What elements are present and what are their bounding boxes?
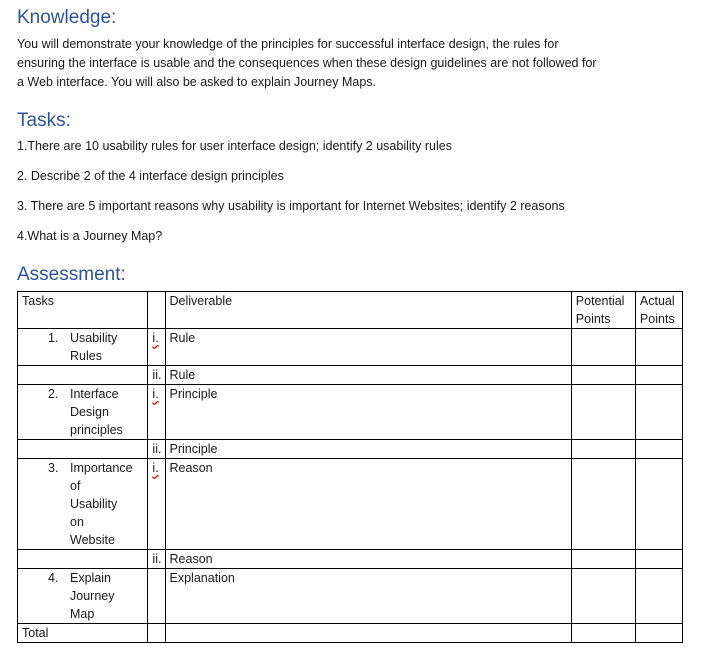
knowledge-line: a Web interface. You will also be asked to explain Journey Maps. xyxy=(17,75,377,89)
task-item-2: 2. Describe 2 of the 4 interface design principles xyxy=(17,169,284,183)
task-item-4: 4.What is a Journey Map? xyxy=(17,229,163,243)
task-cell: 4. Explain Journey Map xyxy=(18,569,148,624)
deliverable-cell[interactable]: Principle xyxy=(165,385,571,440)
actual-points-cell[interactable] xyxy=(635,366,682,385)
table-row xyxy=(18,440,683,459)
table-row xyxy=(18,459,683,550)
task-cell: 1. Usability Rules xyxy=(18,329,148,366)
task-cell xyxy=(18,550,148,569)
potential-points-cell[interactable] xyxy=(571,550,635,569)
task-cell xyxy=(18,440,148,459)
potential-points-cell[interactable] xyxy=(571,329,635,366)
total-label: Total xyxy=(18,624,148,643)
potential-points-cell[interactable] xyxy=(571,366,635,385)
knowledge-paragraph xyxy=(17,35,657,92)
actual-points-cell[interactable] xyxy=(635,385,682,440)
total-blank xyxy=(148,624,165,643)
deliverable-cell[interactable]: Rule xyxy=(165,329,571,366)
table-row xyxy=(18,550,683,569)
header-deliverable: Deliverable xyxy=(165,292,571,329)
knowledge-heading: Knowledge: xyxy=(17,7,117,28)
table-row xyxy=(18,329,683,366)
total-row xyxy=(18,624,683,643)
task-item-1: 1.There are 10 usability rules for user interface design; identify 2 usability rules xyxy=(17,139,452,153)
potential-points-cell[interactable] xyxy=(571,569,635,624)
table-row xyxy=(18,366,683,385)
sub-index-cell: ii. xyxy=(148,550,165,569)
potential-points-cell[interactable] xyxy=(571,459,635,550)
task-cell: 2. Interface Design principles xyxy=(18,385,148,440)
sub-index-cell: i. xyxy=(148,385,165,440)
deliverable-cell[interactable]: Reason xyxy=(165,459,571,550)
knowledge-line: You will demonstrate your knowledge of the principles for successful interface design, the rules for xyxy=(17,37,559,51)
actual-points-cell[interactable] xyxy=(635,569,682,624)
header-potential-points: Potential Points xyxy=(571,292,635,329)
header-actual-points: Actual Points xyxy=(635,292,682,329)
table-row xyxy=(18,385,683,440)
table-row xyxy=(18,569,683,624)
task-item-3: 3. There are 5 important reasons why usability is important for Internet Websites; identify 2 reasons xyxy=(17,199,565,213)
actual-points-cell[interactable] xyxy=(635,440,682,459)
sub-index-cell: ii. xyxy=(148,440,165,459)
assessment-heading: Assessment: xyxy=(17,264,126,285)
sub-index-cell xyxy=(148,569,165,624)
potential-points-cell[interactable] xyxy=(571,385,635,440)
actual-points-cell[interactable] xyxy=(635,329,682,366)
sub-index-cell: i. xyxy=(148,459,165,550)
tasks-heading: Tasks: xyxy=(17,110,71,131)
deliverable-cell[interactable]: Reason xyxy=(165,550,571,569)
total-actual-points[interactable] xyxy=(635,624,682,643)
table-header-row xyxy=(18,292,683,329)
potential-points-cell[interactable] xyxy=(571,440,635,459)
assessment-table xyxy=(17,291,683,643)
actual-points-cell[interactable] xyxy=(635,550,682,569)
knowledge-line: ensuring the interface is usable and the consequences when these design guidelines are not followed for xyxy=(17,56,597,70)
deliverable-cell[interactable]: Rule xyxy=(165,366,571,385)
sub-index-cell: ii. xyxy=(148,366,165,385)
deliverable-cell[interactable]: Explanation xyxy=(165,569,571,624)
total-potential-points[interactable] xyxy=(571,624,635,643)
header-tasks: Tasks xyxy=(18,292,148,329)
deliverable-cell[interactable]: Principle xyxy=(165,440,571,459)
total-deliverable-cell xyxy=(165,624,571,643)
task-cell: 3. Importance of Usability on Website xyxy=(18,459,148,550)
task-cell xyxy=(18,366,148,385)
sub-index-cell: i. xyxy=(148,329,165,366)
actual-points-cell[interactable] xyxy=(635,459,682,550)
header-blank xyxy=(148,292,165,329)
